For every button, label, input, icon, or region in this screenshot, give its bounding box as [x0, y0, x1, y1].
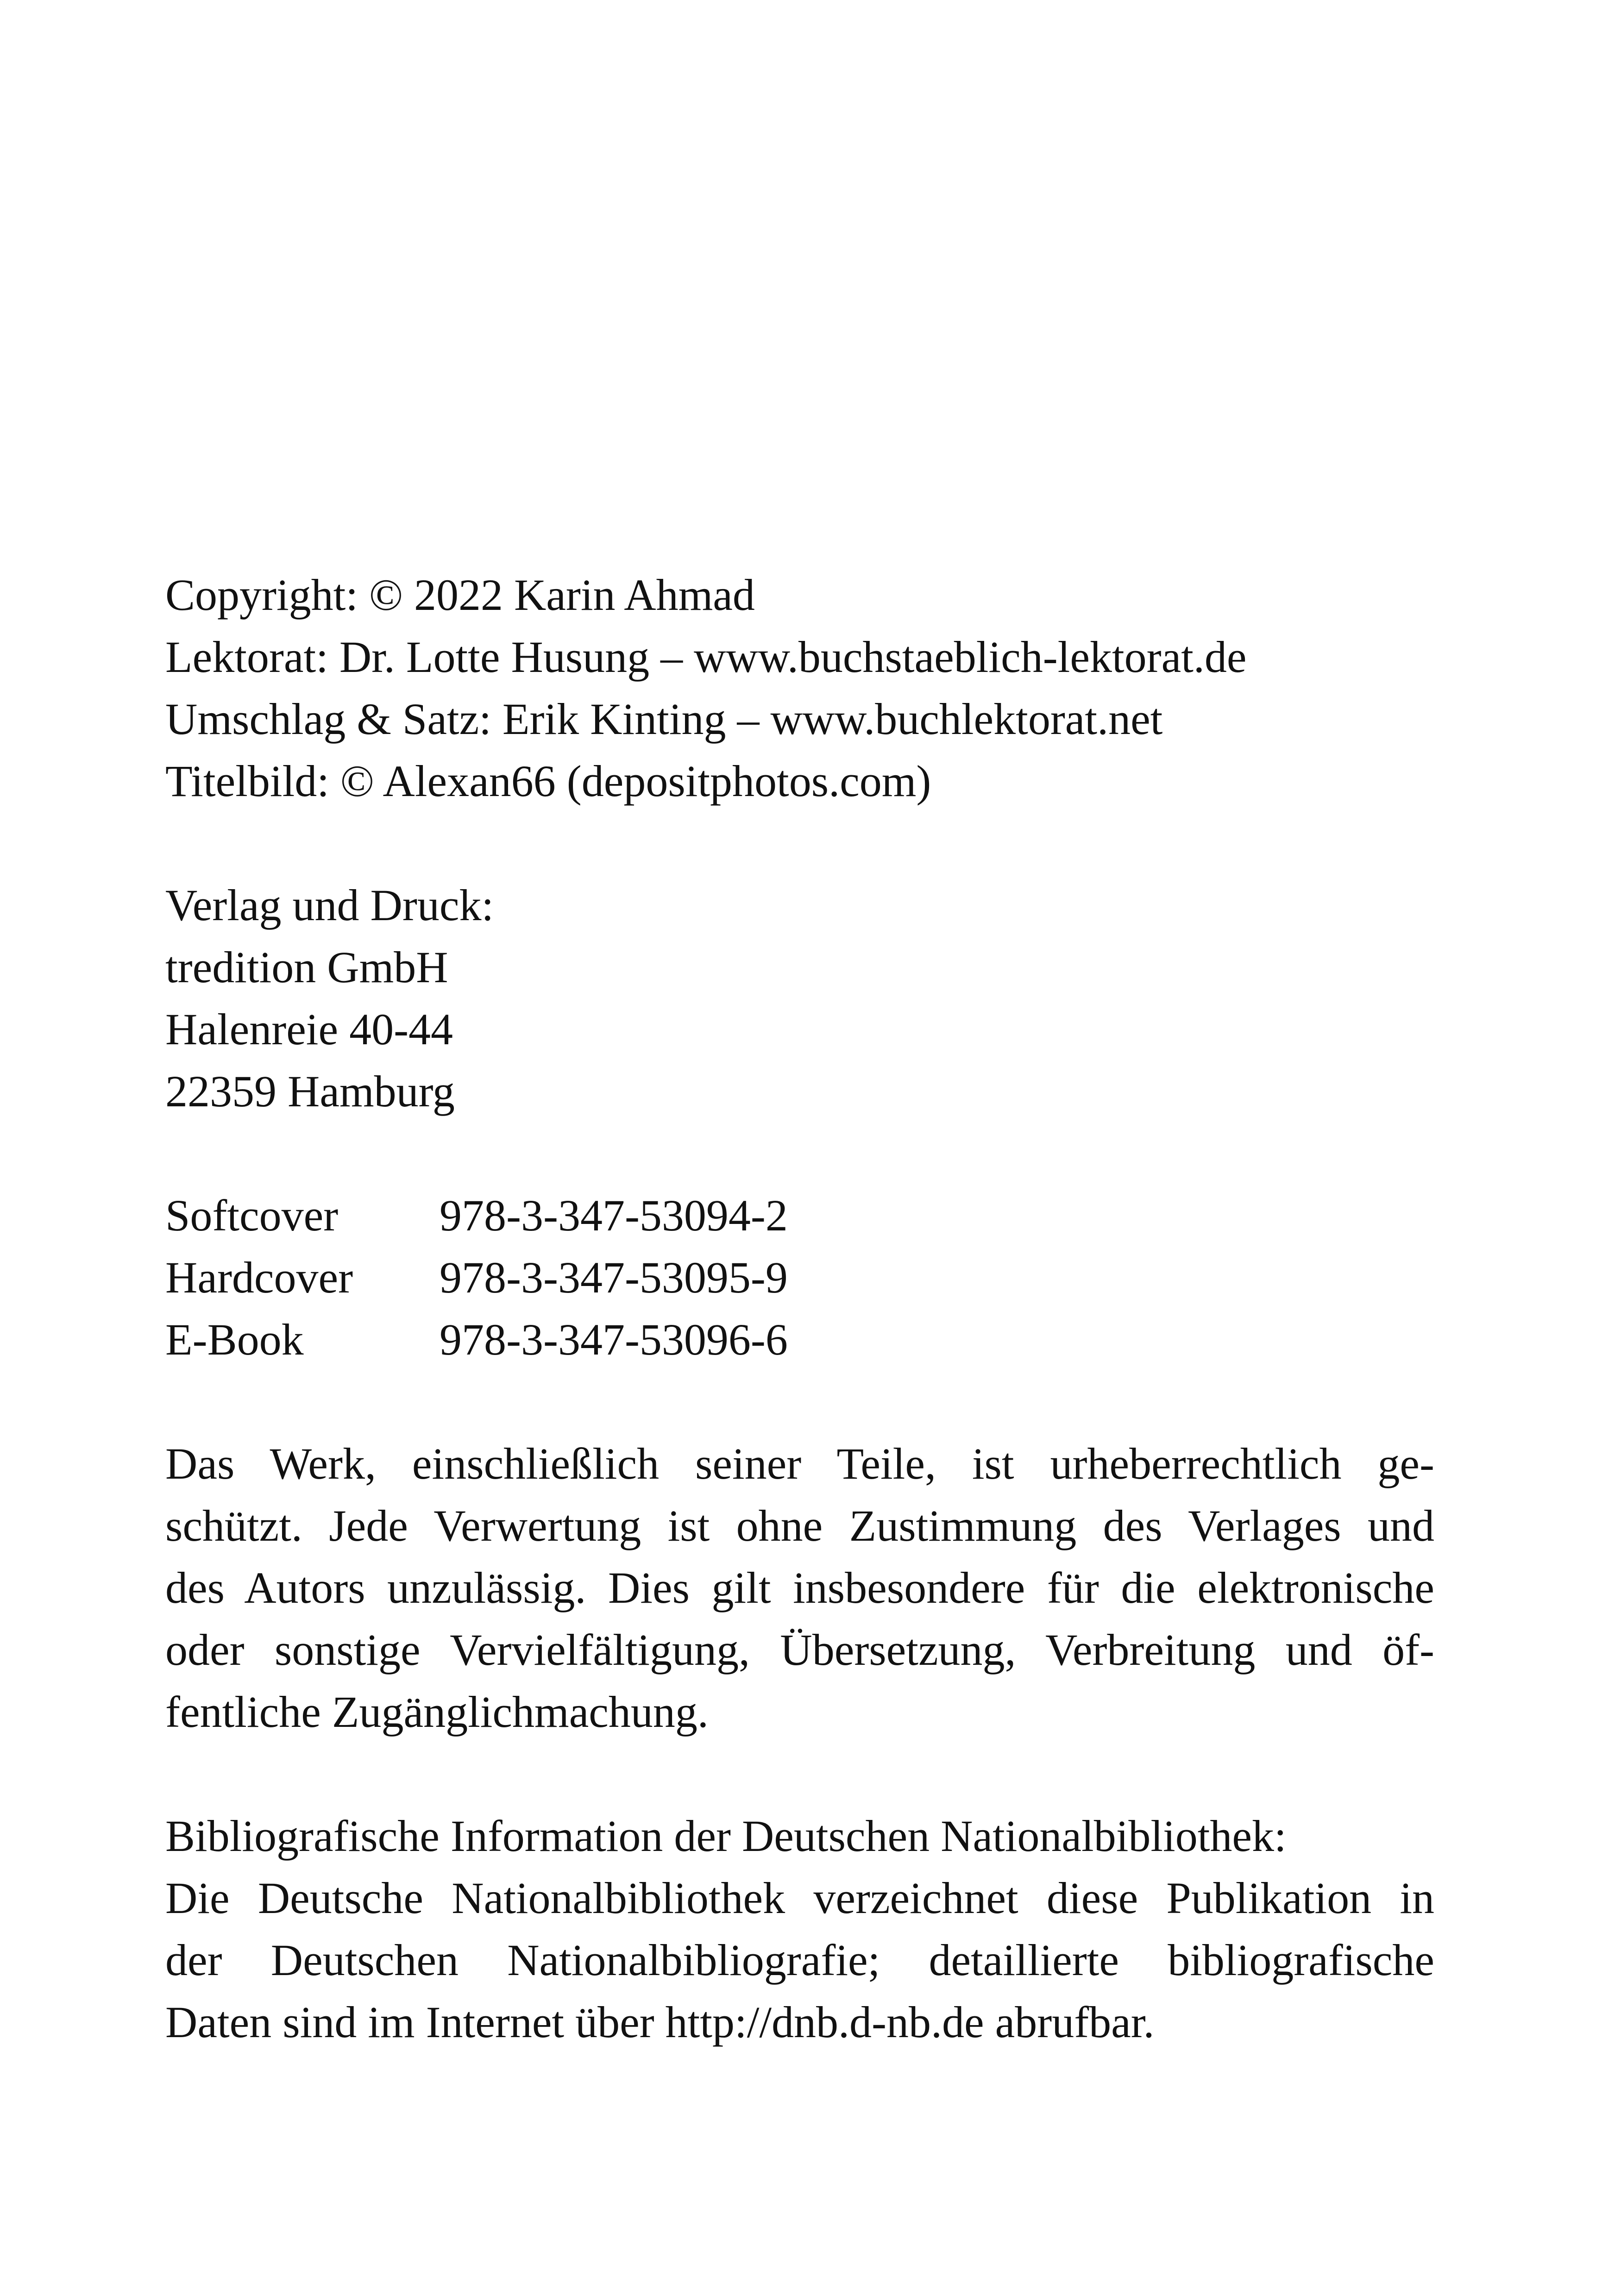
bibliographic-paragraph — [165, 1805, 1434, 2053]
rights-notice-line: schützt. Jede Verwertung ist ohne Zustimmung des Verlages und — [165, 1501, 1434, 1550]
rights-notice-line: Das Werk, einschließlich seiner Teile, ist urheberrechtlich ge- — [165, 1439, 1434, 1488]
rights-notice-line: oder sonstige Vervielfältigung, Übersetzung, Verbreitung und öf- — [165, 1625, 1434, 1675]
editing-line: Lektorat: Dr. Lotte Husung – www.buchstaeblich-lektorat.de — [165, 632, 1247, 682]
copyright-line: Copyright: © 2022 Karin Ahmad — [165, 570, 755, 620]
spacer — [165, 1123, 1434, 1185]
spacer — [165, 1743, 1434, 1805]
bibliographic-heading: Bibliografische Information der Deutschen Nationalbibliothek: — [165, 1811, 1287, 1861]
isbn-format: Softcover — [165, 1191, 339, 1240]
bibliographic-line: Daten sind im Internet über http://dnb.d-nb.de abrufbar. — [165, 1997, 1155, 2047]
bibliographic-line: Die Deutsche Nationalbibliothek verzeichnet diese Publikation in — [165, 1873, 1434, 1923]
isbn-number: 978-3-347-53094-2 — [440, 1191, 788, 1240]
isbn-format: Hardcover — [165, 1253, 353, 1302]
publisher-block — [165, 874, 1434, 1123]
rights-notice-paragraph — [165, 1433, 1434, 1743]
cover-image-line: Titelbild: © Alexan66 (depositphotos.com) — [165, 756, 931, 806]
cover-typesetting-line: Umschlag & Satz: Erik Kinting – www.buchlektorat.net — [165, 694, 1163, 744]
publisher-street: Halenreie 40-44 — [165, 1004, 453, 1054]
isbn-number: 978-3-347-53095-9 — [440, 1253, 788, 1302]
publisher-name: tredition GmbH — [165, 942, 448, 992]
isbn-number: 978-3-347-53096-6 — [440, 1315, 788, 1364]
imprint-content — [165, 564, 1434, 2053]
rights-notice-line: des Autors unzulässig. Dies gilt insbesondere für die elektronische — [165, 1563, 1434, 1612]
isbn-block — [165, 1185, 1434, 1371]
rights-notice-line: fentliche Zugänglichmachung. — [165, 1687, 709, 1737]
isbn-row-ebook — [165, 1309, 1434, 1371]
isbn-row-hardcover — [165, 1247, 1434, 1309]
spacer — [165, 812, 1434, 874]
publisher-heading: Verlag und Druck: — [165, 880, 494, 930]
publisher-city: 22359 Hamburg — [165, 1066, 455, 1116]
isbn-row-softcover — [165, 1185, 1434, 1247]
bibliographic-line: der Deutschen Nationalbibliografie; detaillierte bibliografische — [165, 1935, 1434, 1985]
isbn-format: E-Book — [165, 1315, 304, 1364]
credits-block — [165, 564, 1434, 812]
spacer — [165, 1371, 1434, 1433]
